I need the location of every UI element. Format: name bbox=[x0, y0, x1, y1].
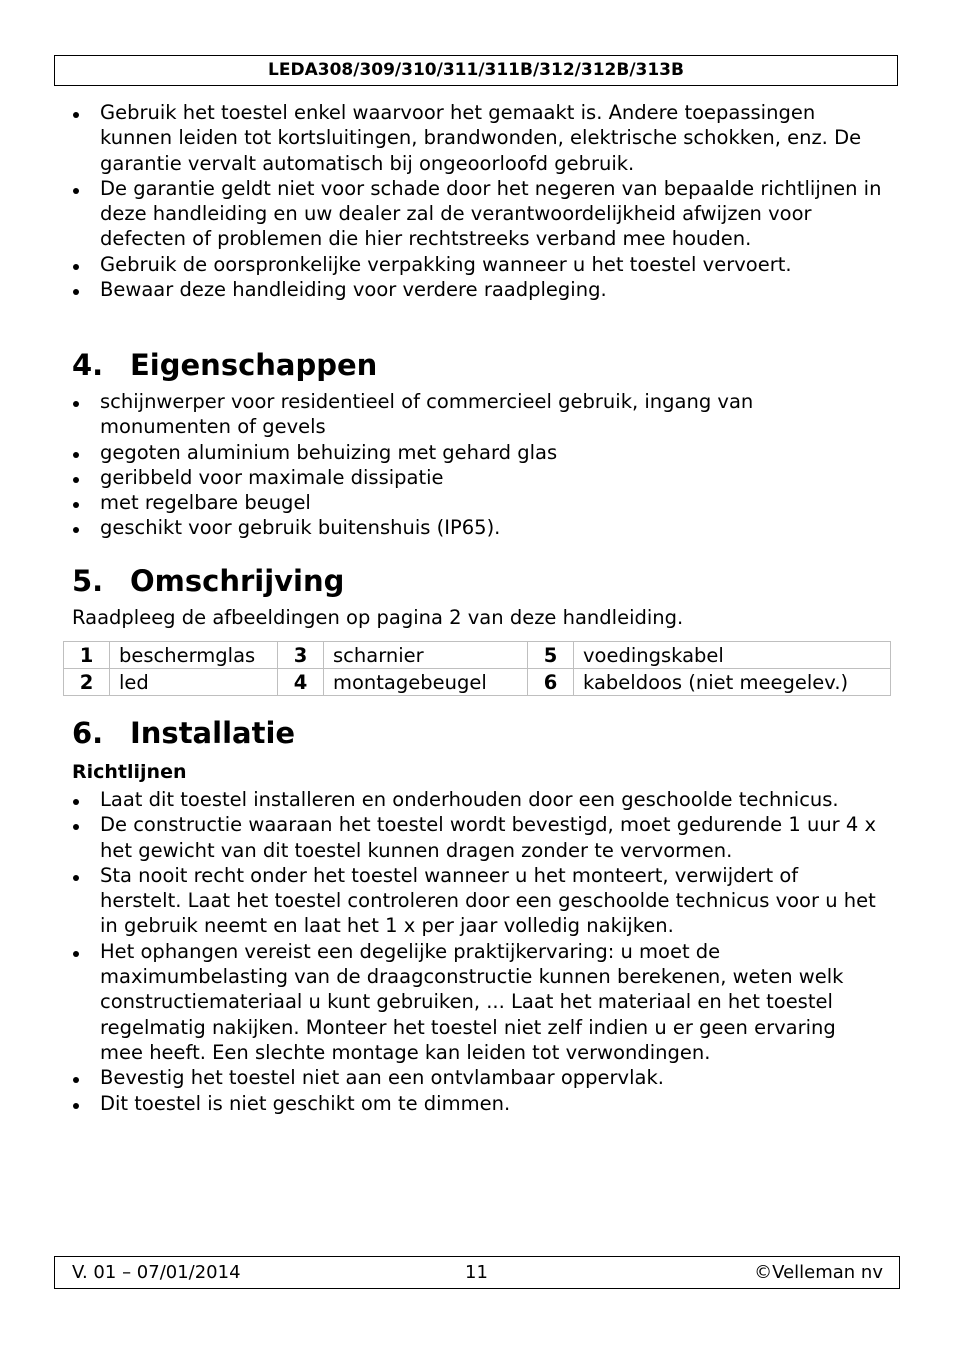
part-label: beschermglas bbox=[110, 642, 278, 669]
table-row bbox=[64, 669, 891, 696]
section-number: 4. bbox=[72, 348, 104, 382]
section-title: Omschrijving bbox=[130, 564, 345, 598]
subheading: Richtlijnen bbox=[72, 761, 187, 783]
list-item: Bevestig het toestel niet aan een ontvlambaar oppervlak. bbox=[72, 1065, 882, 1090]
section-heading bbox=[72, 563, 882, 599]
list-item: met regelbare beugel bbox=[72, 490, 882, 515]
header-title: LEDA308/309/310/311/311B/312/312B/313B bbox=[54, 55, 898, 86]
section-heading bbox=[72, 715, 882, 751]
section-omschrijving bbox=[72, 563, 882, 630]
part-number: 3 bbox=[278, 642, 324, 669]
list-item: schijnwerper voor residentieel of commercieel gebruik, ingang van monumenten of gevels bbox=[72, 389, 882, 440]
section-text: Raadpleeg de afbeeldingen op pagina 2 van deze handleiding. bbox=[72, 606, 684, 629]
intro-bullet-list bbox=[72, 100, 882, 302]
footer-version: V. 01 – 07/01/2014 bbox=[72, 1262, 241, 1283]
list-item: Het ophangen vereist een degelijke praktijkervaring: u moet de maximumbelasting van de draagconstructie kunnen berekenen, weten welk constructiemateriaal u kunt gebruiken, ... Laat het materiaal en het toestel regelmatig nakijken. Monteer het toestel niet zelf indien u er geen ervaring mee heeft. Een slechte montage kan leiden tot verwondingen. bbox=[72, 939, 882, 1065]
list-item: Dit toestel is niet geschikt om te dimmen. bbox=[72, 1091, 882, 1116]
part-number: 2 bbox=[64, 669, 110, 696]
list-item: Bewaar deze handleiding voor verdere raadpleging. bbox=[72, 277, 882, 302]
list-item: De garantie geldt niet voor schade door het negeren van bepaalde richtlijnen in deze handleiding en uw dealer zal de verantwoordelijkheid afwijzen voor defecten of problemen die hier rechtstreeks verband mee houden. bbox=[72, 176, 882, 252]
list-item: De constructie waaraan het toestel wordt bevestigd, moet gedurende 1 uur 4 x het gewicht van dit toestel kunnen dragen zonder te vervormen. bbox=[72, 812, 882, 863]
section-number: 6. bbox=[72, 716, 104, 750]
list-item: Sta nooit recht onder het toestel wanneer u het monteert, verwijdert of herstelt. Laat het toestel controleren door een geschoolde technicus voor u het in gebruik neemt en laat het 1 x per jaar volledig nakijken. bbox=[72, 863, 882, 939]
part-number: 6 bbox=[528, 669, 574, 696]
part-number: 1 bbox=[64, 642, 110, 669]
footer-page-number: 11 bbox=[465, 1262, 488, 1283]
list-item: gegoten aluminium behuizing met gehard glas bbox=[72, 440, 882, 465]
part-number: 5 bbox=[528, 642, 574, 669]
section-eigenschappen bbox=[72, 347, 882, 541]
part-label: kabeldoos (niet meegelev.) bbox=[574, 669, 891, 696]
page-footer bbox=[54, 1256, 900, 1289]
part-label: montagebeugel bbox=[324, 669, 528, 696]
list-item: geribbeld voor maximale dissipatie bbox=[72, 465, 882, 490]
part-number: 4 bbox=[278, 669, 324, 696]
section-heading bbox=[72, 347, 882, 383]
part-label: led bbox=[110, 669, 278, 696]
section-number: 5. bbox=[72, 564, 104, 598]
list-item: geschikt voor gebruik buitenshuis (IP65). bbox=[72, 515, 882, 540]
part-label: scharnier bbox=[324, 642, 528, 669]
list-item: Gebruik het toestel enkel waarvoor het gemaakt is. Andere toepassingen kunnen leiden tot kortsluitingen, brandwonden, elektrische schokken, enz. De garantie vervalt automatisch bij ongeoorloofd gebruik. bbox=[72, 100, 882, 176]
section-title: Eigenschappen bbox=[130, 348, 378, 382]
footer-copyright: ©Velleman nv bbox=[754, 1262, 883, 1283]
table-row bbox=[64, 642, 891, 669]
section-title: Installatie bbox=[130, 716, 296, 750]
section-installatie bbox=[72, 715, 882, 1116]
list-item: Laat dit toestel installeren en onderhouden door een geschoolde technicus. bbox=[72, 787, 882, 812]
parts-table bbox=[63, 641, 891, 696]
part-label: voedingskabel bbox=[574, 642, 891, 669]
list-item: Gebruik de oorspronkelijke verpakking wanneer u het toestel vervoert. bbox=[72, 252, 882, 277]
